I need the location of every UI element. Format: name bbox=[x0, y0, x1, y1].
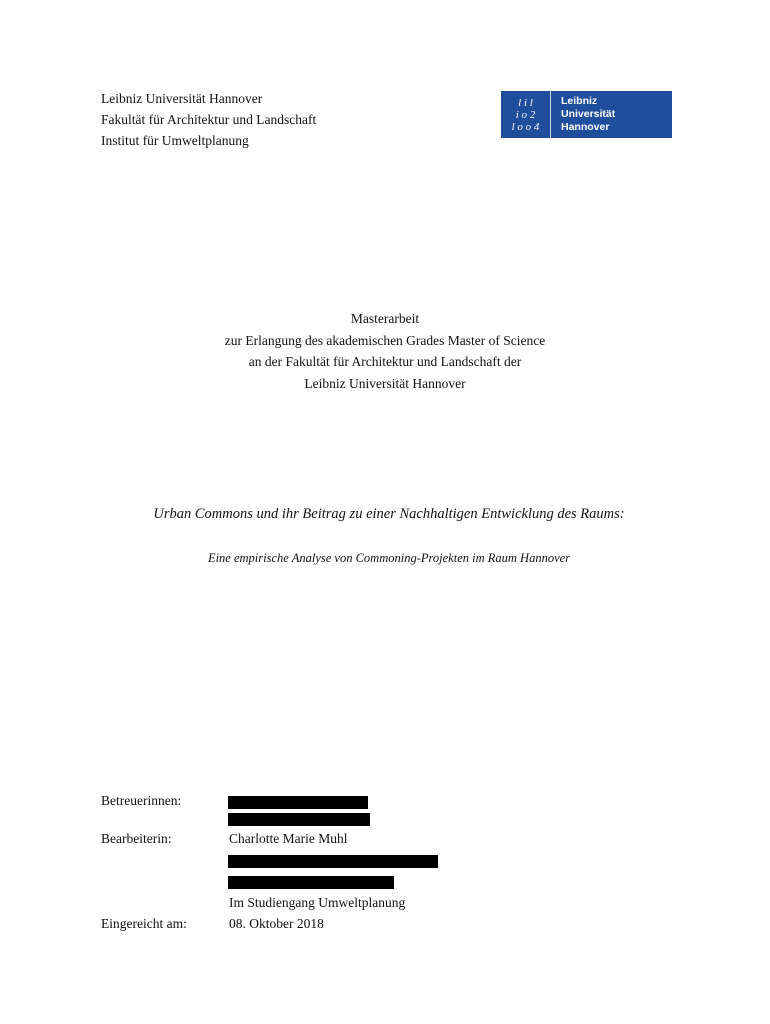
redaction-bar bbox=[228, 855, 438, 868]
logo-text: Leibniz Universität Hannover bbox=[561, 95, 616, 133]
thesis-description bbox=[0, 308, 770, 394]
redaction-bar bbox=[228, 876, 394, 889]
institution-header bbox=[101, 88, 316, 151]
author-name: Charlotte Marie Muhl bbox=[229, 831, 348, 846]
study-program: Im Studiengang Umweltplanung bbox=[229, 895, 406, 910]
submitted-date: 08. Oktober 2018 bbox=[229, 916, 324, 931]
thesis-subtitle: Eine empirische Analyse von Commoning-Projekten im Raum Hannover bbox=[207, 551, 571, 565]
thesis-title: Urban Commons und ihr Beitrag zu einer Nachhaltigen Entwicklung des Raums: bbox=[153, 506, 625, 522]
submitted-label: Eingereicht am: bbox=[101, 916, 187, 931]
logo-mark-icon: l i l i o 2 l o o 4 bbox=[501, 91, 551, 138]
faculty-name: Fakultät für Architektur und Landschaft bbox=[101, 112, 317, 127]
thesis-university-line: Leibniz Universität Hannover bbox=[304, 375, 466, 391]
redaction-bar bbox=[228, 813, 370, 826]
university-logo bbox=[501, 91, 672, 138]
author-label: Bearbeiterin: bbox=[101, 831, 172, 846]
thesis-faculty-line: an der Fakultät für Architektur und Landschaft der bbox=[248, 354, 522, 369]
university-name: Leibniz Universität Hannover bbox=[101, 91, 263, 106]
thesis-type: Masterarbeit bbox=[350, 311, 420, 326]
redaction-bar bbox=[228, 796, 368, 809]
thesis-degree-line: zur Erlangung des akademischen Grades Master of Science bbox=[224, 332, 546, 348]
supervisors-label: Betreuerinnen: bbox=[101, 793, 182, 808]
institute-name: Institut für Umweltplanung bbox=[101, 133, 249, 148]
